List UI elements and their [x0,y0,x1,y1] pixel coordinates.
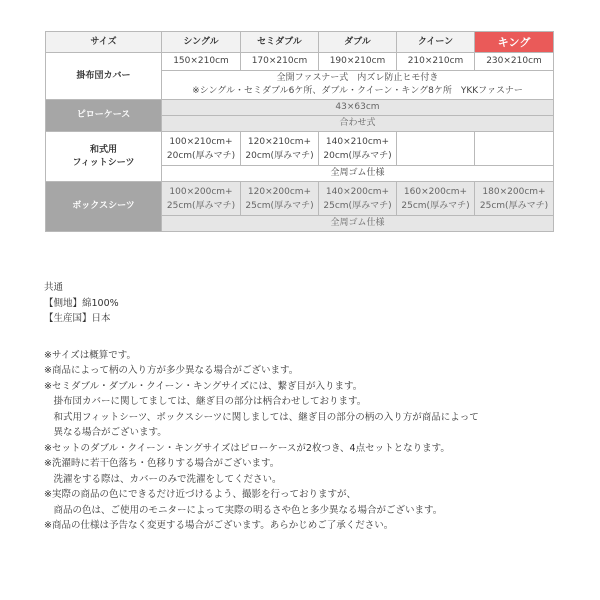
box-sheet-label: ボックスシーツ [46,182,162,232]
box-sheet-dimension [475,182,554,216]
depth-line: 20cm(厚みマチ) [166,150,236,161]
depth-line: 20cm(厚みマチ) [323,150,392,161]
size-queen-header: クイーン [397,32,475,53]
note-line: ※セットのダブル・クイーン・キングサイズはピローケースが2枚つき、4点セットとなります。 [44,442,450,454]
fitted-sheet-label-line: フィットシーツ [72,157,135,168]
note-line: 掛布団カバーに関してましては、継ぎ目の部分は柄合わせしております。 [44,396,367,407]
size-header-label: サイズ [90,36,117,47]
dimension-line: 100×200cm+ [169,186,233,197]
box-sheet-dimension [397,182,475,216]
dimension-line: 140×210cm+ [325,136,390,147]
fitted-sheet-label-line: 和式用 [89,144,117,155]
note-line: ※セミダブル・ダブル・クイーン・キングサイズには、繋ぎ目が入ります。 [44,380,363,392]
duvet-cover-dimension: 230×210cm [475,53,554,71]
depth-line: 20cm(厚みマチ) [245,150,314,161]
depth-line: 25cm(厚みマチ) [401,200,470,211]
duvet-cover-note-line: ※シングル・セミダブル6ケ所、ダブル・クイーン・キング8ケ所 YKKファスナー [192,86,523,96]
depth-line: 25cm(厚みマチ) [323,200,392,211]
note-line: ※実際の商品の色にできるだけ近づけるよう、撮影を行っておりますが、 [44,489,356,500]
not-available-cell [397,132,475,166]
pillow-case-note: 合わせ式 [162,116,554,132]
pillow-case-size-row [46,100,554,116]
note-line: ※サイズは概算です。 [44,349,136,361]
product-notes [44,280,584,534]
not-available-cell [475,132,554,166]
material-origin: 【生産国】日本 [44,313,111,324]
duvet-cover-size-row [46,53,554,71]
dimension-line: 120×200cm+ [247,186,312,197]
size-king-header: キング [475,32,554,53]
size-single-header: シングル [162,32,241,53]
dimension-line: 120×210cm+ [247,136,312,147]
header-row [46,32,554,53]
note-line: ※洗濯時に若干色落ち・色移りする場合がございます。 [44,458,280,469]
depth-line: 25cm(厚みマチ) [166,200,236,211]
box-sheet-dimension [162,182,241,216]
fitted-sheet-dimension [241,132,319,166]
note-line: 商品の色は、ご使用のモニターによって実際の明るさや色と多少異なる場合がございます。 [44,504,443,516]
size-semidouble-header: セミダブル [241,32,319,53]
duvet-cover-dimension: 190×210cm [319,53,397,71]
fitted-sheet-dimension [319,132,397,166]
duvet-cover-dimension: 210×210cm [397,53,475,71]
note-line: ※商品の仕様は予告なく変更する場合がございます。あらかじめご了承ください。 [44,520,394,531]
size-double-header: ダブル [319,32,397,53]
pillow-case-dimension: 43×63cm [162,100,554,116]
box-sheet-size-row [46,182,554,216]
size-spec-table [45,31,554,232]
depth-line: 25cm(厚みマチ) [245,200,314,211]
duvet-cover-note-line: 全開ファスナー式 内ズレ防止ヒモ付き [276,73,439,83]
note-line: ※商品によって柄の入り方が多少異なる場合がございます。 [44,365,299,376]
material-fabric: 【側地】綿100% [44,297,119,309]
fitted-sheet-note: 全周ゴム仕様 [162,166,554,182]
duvet-cover-note [162,71,554,100]
note-line: 異なる場合がございます。 [44,427,167,438]
material-common-label: 共通 [44,282,64,293]
depth-line: 25cm(厚みマチ) [479,200,549,211]
pillow-case-label: ピローケース [46,100,162,132]
dimension-line: 160×200cm+ [403,186,468,197]
dimension-line: 140×200cm+ [325,186,390,197]
duvet-cover-dimension: 170×210cm [241,53,319,71]
fitted-sheet-size-row [46,132,554,166]
duvet-cover-label: 掛布団カバー [46,53,162,100]
box-sheet-note: 全周ゴム仕様 [162,216,554,232]
size-header [46,32,162,53]
duvet-cover-dimension: 150×210cm [162,53,241,71]
fitted-sheet-label [46,132,162,182]
box-sheet-dimension [241,182,319,216]
dimension-line: 100×210cm+ [169,136,233,147]
box-sheet-dimension [319,182,397,216]
dimension-line: 180×200cm+ [482,186,546,197]
note-line: 和式用フィットシーツ、ボックスシーツに関しましては、継ぎ目の部分の柄の入り方が商品によって [44,411,479,423]
fitted-sheet-dimension [162,132,241,166]
note-line: 洗濯をする際は、カバーのみで洗濯をしてください。 [44,473,282,485]
spacer [44,327,584,348]
